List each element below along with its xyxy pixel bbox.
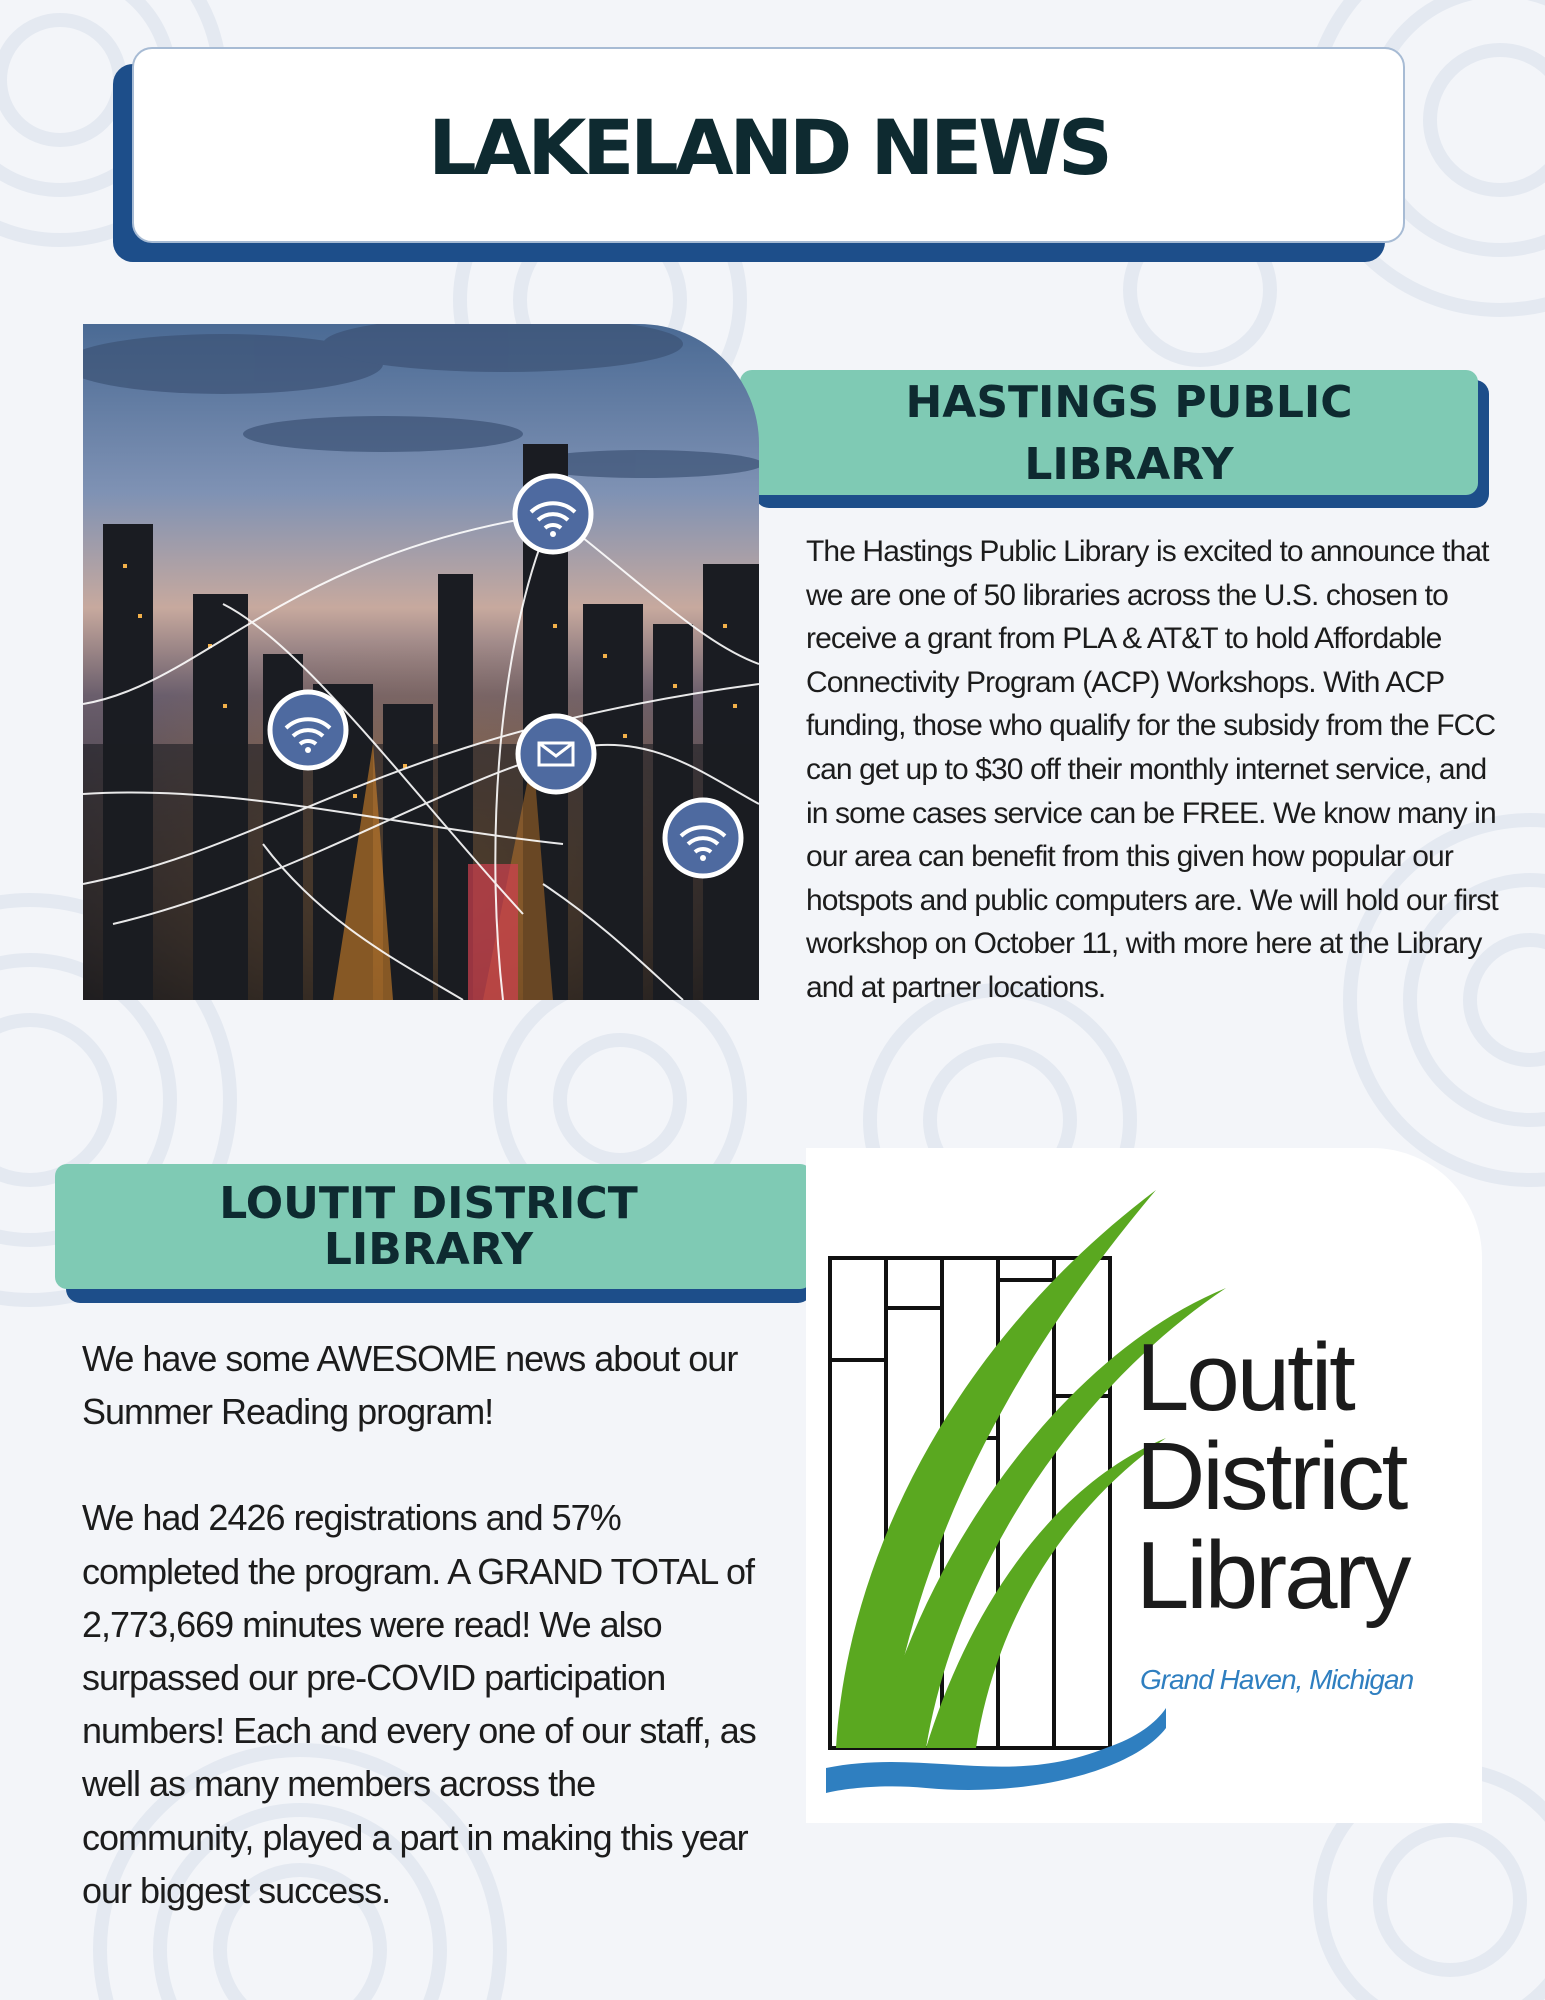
loutit-section-title xyxy=(219,1177,647,1275)
loutit-title-line2: LIBRARY xyxy=(323,1223,534,1275)
wifi-icon xyxy=(665,800,741,876)
logo-line2: District xyxy=(1136,1423,1406,1530)
loutit-logo-card xyxy=(806,1148,1482,1823)
logo-line3: Library xyxy=(1136,1522,1409,1629)
hastings-title-line1: HASTINGS PUBLIC xyxy=(905,376,1353,428)
hastings-title-line2: LIBRARY xyxy=(1024,438,1234,490)
loutit-article-body xyxy=(82,1332,772,1917)
logo-line1: Loutit xyxy=(1136,1324,1353,1431)
loutit-title-banner xyxy=(55,1164,812,1289)
loutit-paragraph-1: We have some AWESOME news about our Summer Reading program! xyxy=(82,1338,738,1433)
loutit-logo-wordmark xyxy=(1136,1324,1409,1629)
hastings-section-title xyxy=(865,370,1352,496)
city-network-image xyxy=(83,324,759,1000)
loutit-logo-subtitle: Grand Haven, Michigan xyxy=(1140,1664,1414,1695)
wifi-icon xyxy=(270,692,346,768)
loutit-title-line1: LOUTIT DISTRICT xyxy=(219,1177,638,1229)
wifi-icon xyxy=(515,476,591,552)
page-title: LAKELAND NEWS xyxy=(428,102,1109,192)
hastings-title-banner xyxy=(740,370,1478,495)
header-banner xyxy=(132,47,1405,243)
hastings-article-body: The Hastings Public Library is excited to announce that we are one of 50 libraries across the U.S. chosen to receive a grant from PLA & AT&T to hold Affordable Connectivity Program (ACP) Workshops. With ACP funding, those who qualify for the subsidy from the FCC can get up to $30 off their monthly internet service, and in some cases service can be FREE. We know many in our area can benefit from this given how popular our hotspots and public computers are. We will hold our first workshop on October 11, with more here at the Library and at partner locations. xyxy=(806,535,1498,1004)
mail-icon xyxy=(518,716,594,792)
loutit-paragraph-2: We had 2426 registrations and 57% completed the program. A GRAND TOTAL of 2,773,669 minutes were read! We also surpassed our pre-COVID participation numbers! Each and every one of our staff, as well as many members across the community, played a part in making this year our biggest success. xyxy=(82,1497,756,1911)
